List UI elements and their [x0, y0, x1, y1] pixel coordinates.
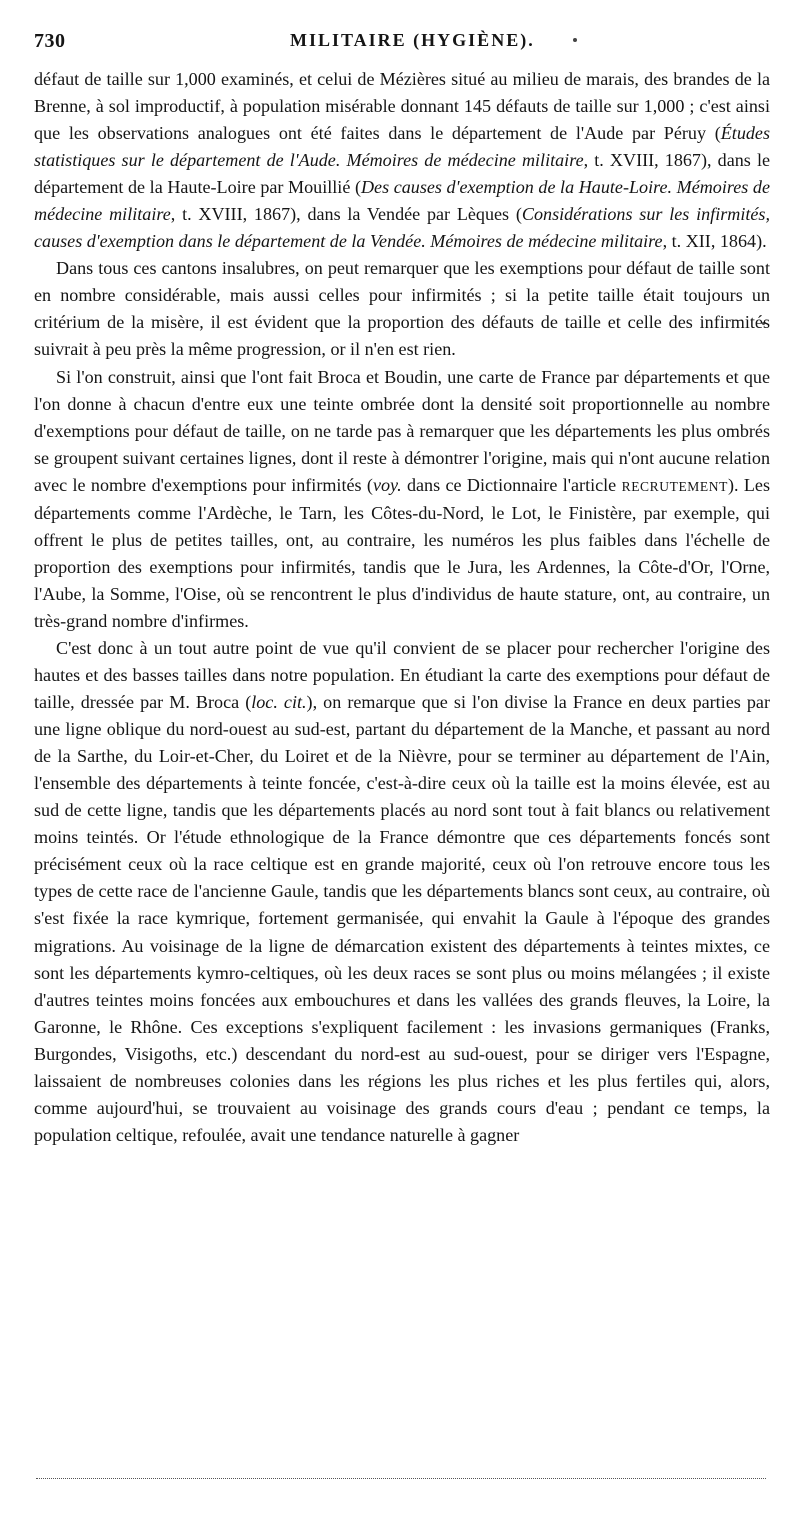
text-run: ), on remarque que si l'on divise la France en deux parties par une ligne oblique du nord-ouest au sud-est, partant du département de la Manche, et passant au nord de la Sarthe, du Loir-et-Cher, du Loiret et de la Nièvre, pour se terminer au département de l'Ain, l'ensemble des départements à teinte foncée, c'est-à-dire ceux où la taille est la moins élevée, est au sud de cette ligne, tandis que les départements placés au nord sont tout à fait blancs ou relativement moins teintés. Or l'étude ethnologique de la France démontre que ces départements foncés sont précisément ceux où la race celtique est en grande majorité, ceux où l'on retrouve encore tous les types de cette race de l'ancienne Gaule, tandis que les départements blancs sont ceux, au contraire, où s'est fixée la race kymrique, fortement germanisée, qui envahit la Gaule à l'époque des grandes migrations. Au voisinage de la ligne de démarcation existent des départements à teintes mixtes, ce sont les départements kymro-celtiques, où les deux races se sont plus ou moins mélangées ; il existe d'autres teintes moins foncées aux embouchures et dans les vallées des grands fleuves, la Loire, la Garonne, le Rhône. Ces exceptions s'expliquent facilement : les invasions germaniques (Franks, Burgondes, Visigoths, etc.) descendant du nord-est au sud-ouest, pour se diriger vers l'Espagne, laissaient de nombreuses colonies dans les régions les plus riches et les plus fertiles qui, alors, comme aujourd'hui, se trouvaient au voisinage des grands cours d'eau ; pendant ce temps, la population celtique, refoulée, avait une tendance naturelle à gagner [34, 692, 770, 1145]
page-number: 730 [34, 30, 66, 52]
text-run: Dans tous ces cantons insalubres, on peut remarquer que les exemptions pour défaut de taille sont en nombre considérable, mais aussi celles pour infirmités ; si la petite taille était toujours un critérium de la misère, il est évident que la proportion des défauts de taille et celle des infirmités suivrait à peu près la même progression, or il n'en est rien. [34, 258, 770, 360]
paragraph [34, 66, 770, 255]
italic-citation: loc. cit. [251, 692, 307, 713]
text-run: C'est donc à un tout autre point de vue qu'il convient de se placer pour rechercher l'origine des hautes et des basses tailles dans notre population. En étudiant la carte des exemptions pour défaut de taille, dressée par M. Broca ( [34, 637, 770, 713]
text-run: , t. XVIII, 1867), dans le département de la Haute-Loire par Mouillié ( [34, 150, 771, 198]
text-run: , t. XVIII, 1867), dans la Vendée par Lèques ( [170, 204, 522, 225]
text-run: dans ce Dictionnaire l'article [401, 474, 622, 495]
body-text [34, 66, 770, 1149]
text-run: ). Les départements comme l'Ardèche, le Tarn, les Côtes-du-Nord, le Lot, le Finistère, par exemple, qui offrent le plus de petites tailles, ont, au contraire, les numéros les plus faibles dans l'échelle de proportion des exemptions pour infirmités, tandis que le Jura, les Ardennes, la Côte-d'Or, l'Orne, l'Aube, la Somme, l'Oise, où se rencontrent le plus d'individus de haute stature, ont, au contraire, un très-grand nombre d'infirmes. [34, 474, 770, 631]
running-title: MILITAIRE (HYGIÈNE). [290, 30, 535, 50]
ink-speck [573, 38, 577, 42]
italic-citation: voy. [372, 474, 402, 495]
smallcaps-reference: RECRUTEMENT [621, 478, 728, 494]
italic-citation: Considérations sur les infirmités, causes d'exemption dans le département de la Vendée. Mémoires de médecine militaire [34, 204, 770, 252]
paragraph [34, 635, 770, 1149]
text-run: Si l'on construit, ainsi que l'ont fait Broca et Boudin, une carte de France par départements et que l'on donne à chacun d'entre eux une teinte ombrée dont la densité soit proportionnelle au nombre d'exemptions pour défaut de taille, on ne tarde pas à remarquer que les départements les plus ombrés se groupent suivant certaines lignes, dont il reste à démontrer l'origine, mais qui n'ont aucune relation avec le nombre d'exemptions pour infirmités ( [34, 366, 770, 495]
paragraph [34, 364, 770, 635]
running-head [32, 28, 772, 58]
text-run: défaut de taille sur 1,000 examinés, et celui de Mézières situé au milieu de marais, des brandes de la Brenne, à sol improductif, à population misérable donnant 145 défauts de taille sur 1,000 ; c'est ainsi que les observations analogues ont été faites dans le département de l'Aude par Péruy ( [34, 69, 770, 144]
paragraph [34, 255, 770, 363]
italic-citation: Des causes d'exemption de la Haute-Loire. Mémoires de médecine militaire [34, 177, 770, 225]
footer-rule [36, 1478, 766, 1479]
italic-citation: Études statistiques sur le département de l'Aude. Mémoires de médecine militaire [34, 123, 770, 171]
text-run: , t. XII, 1864). [662, 231, 767, 252]
